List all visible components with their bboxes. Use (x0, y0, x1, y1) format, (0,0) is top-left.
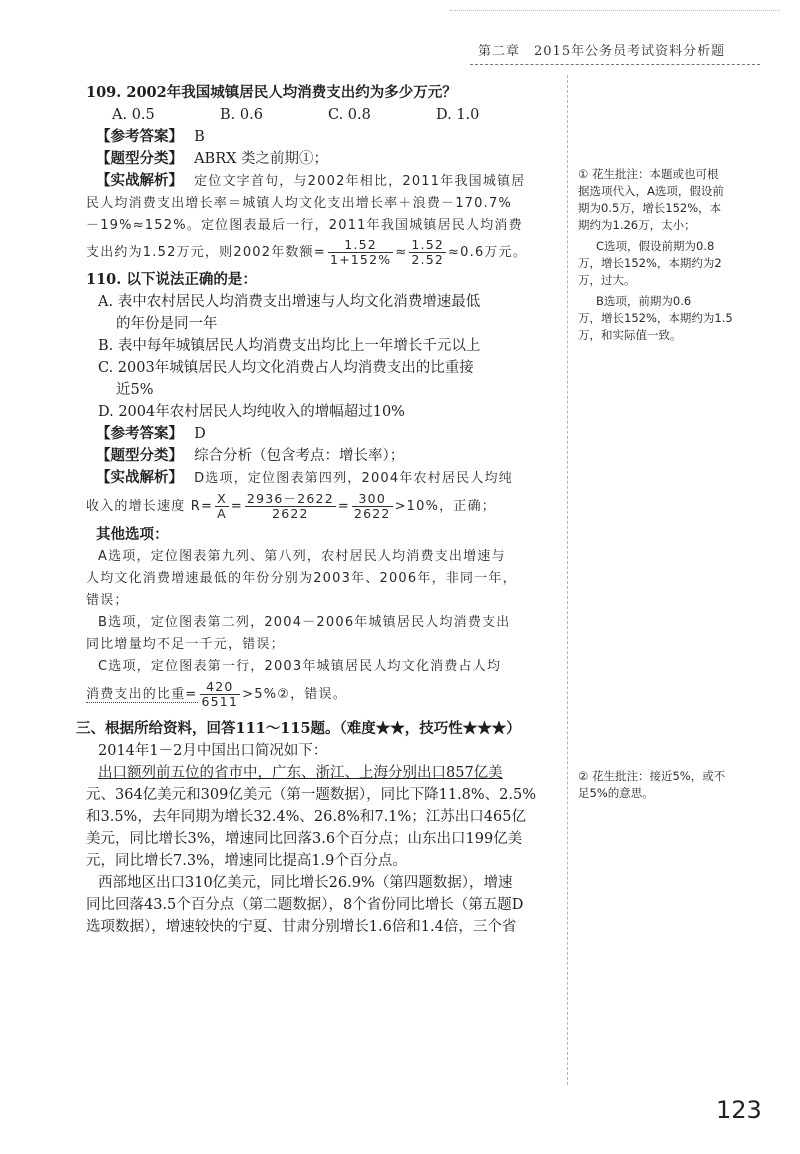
fraction: $\frac{X}{A}$ (217, 491, 227, 521)
analysis-text: D选项，定位图表第四列，2004年农村居民人均纯 (194, 471, 513, 486)
analysis-line: 同比增量均不足一千元，错误； (86, 637, 285, 652)
fraction: $\frac{420}{6511}$ (201, 679, 239, 709)
fraction: $\frac{2936-2622}{2622}$ (246, 491, 334, 521)
option-a: A. 表中农村居民人均消费支出增速与人均文化消费增速最低 (98, 294, 481, 310)
analysis-formula-109: 支出约为1.52万元，则2002年数额= $\frac{1.52}{1+152\%}$ ≈ $\frac{1.52}{2.52}$ ≈0.6万元。 (86, 237, 528, 267)
analysis-line: B选项，定位图表第二列，2004－2006年城镇居民人均消费支出 (98, 615, 511, 630)
analysis-line: A选项，定位图表第九列、第八列，农村居民人均消费支出增速与 (98, 549, 506, 564)
paragraph-line: 同比回落43.5个百分点（第二题数据），8个省份同比增长（第五题D (86, 897, 524, 913)
fraction: $\frac{1.52}{1+152\%}$ (329, 237, 392, 267)
type-row-109: 【题型分类】 ABRX 类之前期①； (96, 150, 329, 167)
fraction: $\frac{300}{2622}$ (353, 491, 391, 521)
analysis-formula-c: 消费支出的比重= $\frac{420}{6511}$ >5%②，错误。 (86, 679, 347, 709)
section-title: 三、根据所给资料，回答111～115题。（难度★★，技巧性★★★） (76, 720, 521, 737)
main-column (76, 82, 558, 938)
paragraph-line: 元，同比增长7.3%，增速同比提高1.9个百分点。 (86, 853, 407, 869)
option-b: B. 0.6 (220, 107, 263, 123)
option-c: C. 2003年城镇居民人均文化消费占人均消费支出的比重接 (98, 360, 474, 376)
question-109: 109. 2002年我国城镇居民人均消费支出约为多少万元？ (86, 84, 457, 101)
sidenote-2: ② 花生批注：接近5%，或不 足5%的意思。 (578, 769, 726, 800)
question-110: 110. 以下说法正确的是： (86, 271, 257, 288)
option-d: D. 1.0 (436, 107, 480, 123)
options-109 (86, 104, 558, 126)
paragraph-line: 和3.5%，去年同期为增长32.4%、26.8%和7.1%；江苏出口465亿 (86, 809, 526, 825)
page-number: 123 (716, 1096, 762, 1124)
answer-value: B (194, 129, 205, 145)
paragraph-line: 选项数据），增速较快的宁夏、甘肃分别增长1.6倍和1.4倍，三个省 (86, 919, 517, 935)
analysis-row-110: 【实战解析】 D选项，定位图表第四列，2004年农村居民人均纯 (96, 469, 513, 486)
header-rule (470, 64, 760, 65)
top-dotted-rule (450, 10, 780, 11)
option-d: D. 2004年农村居民人均纯收入的增幅超过10% (98, 404, 405, 420)
analysis-formula-110: 收入的增长速度 R= $\frac{X}{A}$ = $\frac{2936-2622}{2622}$ = $\frac{300}{2622}$ >10%，正确； (86, 491, 496, 521)
analysis-line: C选项，定位图表第一行，2003年城镇居民人均文化消费占人均 (98, 659, 502, 674)
answer-row-110: 【参考答案】 D (96, 425, 206, 442)
paragraph-line: 元、364亿美元和309亿美元（第一题数据），同比下降11.8%、2.5% (86, 787, 537, 803)
option-c-cont: 近5% (116, 382, 154, 398)
paragraph-line: 西部地区出口310亿美元，同比增长26.9%（第四题数据），增速 (98, 875, 513, 891)
paragraph-line: 美元，同比增长3%，增速同比回落3.6个百分点；山东出口199亿美 (86, 831, 523, 847)
option-a-cont: 的年份是同一年 (116, 316, 218, 332)
analysis-line: 人均文化消费增速最低的年份分别为2003年、2006年，非同一年， (86, 571, 517, 586)
analysis-text: 定位文字首句，与2002年相比，2011年我国城镇居 (194, 174, 526, 189)
paragraph-line: 出口额列前五位的省市中，广东、浙江、上海分别出口857亿美 (98, 765, 503, 781)
analysis-line: 民人均消费支出增长率＝城镇人均文化支出增长率＋浪费－170.7% (86, 196, 512, 211)
answer-value: D (194, 426, 206, 442)
analysis-row-109: 【实战解析】 定位文字首句，与2002年相比，2011年我国城镇居 (96, 172, 526, 189)
type-row-110: 【题型分类】 综合分析（包含考点：增长率）； (96, 447, 405, 464)
running-header: 第二章 2015年公务员考试资料分析题 (478, 44, 726, 59)
analysis-line: 错误； (86, 593, 129, 608)
type-value: ABRX 类之前期①； (194, 151, 329, 167)
margin-divider (567, 75, 568, 1085)
answer-row-109: 【参考答案】 B (96, 128, 205, 145)
option-b: B. 表中每年城镇居民人均消费支出均比上一年增长千元以上 (98, 338, 481, 354)
type-value: 综合分析（包含考点：增长率）； (194, 448, 405, 464)
fraction: $\frac{1.52}{2.52}$ (411, 237, 445, 267)
other-options-title: 其他选项： (96, 526, 169, 543)
option-a: A. 0.5 (112, 107, 155, 123)
option-c: C. 0.8 (328, 107, 371, 123)
sidenote-1: ① 花生批注：本题或也可根 据选项代入，A选项，假设前 期为0.5万，增长152%，本 期约为1.26万，太小； C选项，假设前期为0.8 万，增长152%，本期约为2 万，过大。 B选项，前期为0.6 万，增长152%，本期约为1.5 万，和实际值一致。 (578, 167, 733, 342)
analysis-line: －19%≈152%。定位图表最后一行，2011年我国城镇居民人均消费 (86, 218, 523, 233)
section-intro: 2014年1－2月中国出口简况如下： (98, 743, 328, 759)
